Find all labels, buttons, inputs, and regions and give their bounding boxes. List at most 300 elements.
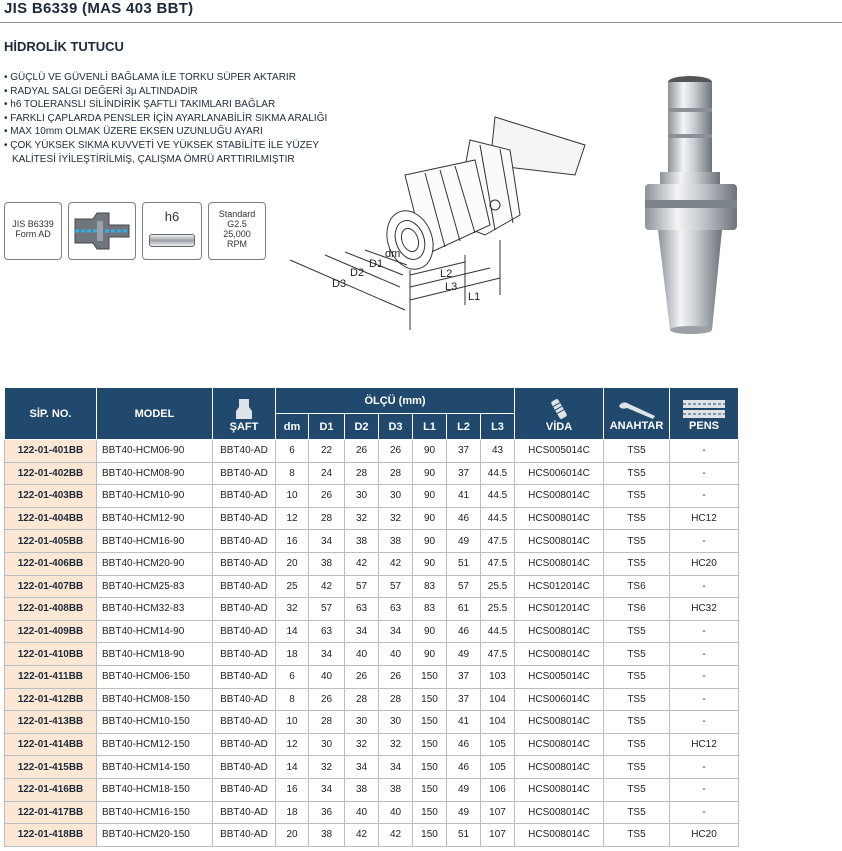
label-l2: L2: [440, 268, 453, 280]
cell-model: BBT40-HCM08-150: [97, 688, 213, 711]
cell-anahtar: TS6: [604, 598, 670, 621]
cell-l1: 90: [413, 462, 447, 485]
cell-l1: 83: [413, 598, 447, 621]
h6-label: h6: [164, 209, 180, 224]
product-table: [4, 387, 739, 847]
cell-saft: BBT40-AD: [213, 507, 276, 530]
feature-item: • GÜÇLÜ VE GÜVENLİ BAĞLAMA İLE TORKU SÜPER AKTARIR: [4, 71, 357, 85]
cell-saft: BBT40-AD: [213, 778, 276, 801]
cell-d1: 28: [309, 711, 345, 734]
title-divider: [0, 22, 842, 23]
cell-pens: -: [670, 485, 739, 508]
cell-d3: 30: [379, 485, 413, 508]
cell-l3: 43: [481, 440, 515, 463]
collet-icon: [679, 398, 729, 420]
cell-sip-no: 122-01-401BB: [5, 440, 97, 463]
cell-saft: BBT40-AD: [213, 575, 276, 598]
cell-pens: -: [670, 778, 739, 801]
cell-saft: BBT40-AD: [213, 440, 276, 463]
cell-model: BBT40-HCM20-90: [97, 552, 213, 575]
coolant-icon: [69, 203, 135, 259]
table-row: [5, 462, 739, 485]
col-vida-label: VİDA: [545, 420, 573, 433]
cell-l2: 37: [447, 440, 481, 463]
cell-d2: 40: [345, 643, 379, 666]
cell-vida: HCS008014C: [515, 552, 604, 575]
cell-sip-no: 122-01-409BB: [5, 620, 97, 643]
cell-vida: HCS012014C: [515, 575, 604, 598]
cell-anahtar: TS5: [604, 711, 670, 734]
col-sip-no: SİP. NO.: [5, 388, 97, 440]
cell-pens: -: [670, 462, 739, 485]
cell-pens: -: [670, 643, 739, 666]
cell-saft: BBT40-AD: [213, 620, 276, 643]
col-l3: L3: [481, 414, 515, 440]
cell-sip-no: 122-01-402BB: [5, 462, 97, 485]
cell-anahtar: TS5: [604, 462, 670, 485]
cell-d1: 42: [309, 575, 345, 598]
cell-model: BBT40-HCM06-90: [97, 440, 213, 463]
cell-d2: 57: [345, 575, 379, 598]
cell-l1: 150: [413, 824, 447, 847]
cell-d1: 34: [309, 530, 345, 553]
shank-icon: [149, 234, 195, 247]
cell-model: BBT40-HCM10-150: [97, 711, 213, 734]
cell-l3: 44.5: [481, 507, 515, 530]
cell-l1: 150: [413, 778, 447, 801]
label-d3: D3: [332, 278, 347, 290]
cell-anahtar: TS5: [604, 552, 670, 575]
cell-dm: 6: [276, 665, 309, 688]
form-label: Form AD: [15, 229, 51, 239]
cell-l1: 90: [413, 552, 447, 575]
cell-d1: 24: [309, 462, 345, 485]
col-model: MODEL: [97, 388, 213, 440]
cell-d2: 38: [345, 530, 379, 553]
table-row: [5, 485, 739, 508]
cell-d2: 26: [345, 665, 379, 688]
cell-anahtar: TS5: [604, 643, 670, 666]
cell-dm: 16: [276, 530, 309, 553]
cell-d3: 42: [379, 824, 413, 847]
cell-d3: 40: [379, 801, 413, 824]
cell-d3: 26: [379, 665, 413, 688]
cell-d3: 57: [379, 575, 413, 598]
cell-d1: 36: [309, 801, 345, 824]
cell-l1: 90: [413, 485, 447, 508]
cell-sip-no: 122-01-413BB: [5, 711, 97, 734]
cell-vida: HCS008014C: [515, 485, 604, 508]
page-title: JIS B6339 (MAS 403 BBT): [4, 0, 194, 17]
cell-l2: 46: [447, 507, 481, 530]
cell-saft: BBT40-AD: [213, 598, 276, 621]
cell-pens: -: [670, 756, 739, 779]
table-row: [5, 530, 739, 553]
cell-d2: 26: [345, 440, 379, 463]
cell-pens: -: [670, 575, 739, 598]
table-row: [5, 507, 739, 530]
cell-d2: 28: [345, 688, 379, 711]
cell-vida: HCS008014C: [515, 801, 604, 824]
cell-saft: BBT40-AD: [213, 665, 276, 688]
cell-vida: HCS008014C: [515, 756, 604, 779]
cell-l1: 150: [413, 711, 447, 734]
cell-dm: 25: [276, 575, 309, 598]
cell-l2: 37: [447, 688, 481, 711]
cell-l3: 44.5: [481, 462, 515, 485]
cell-l1: 150: [413, 801, 447, 824]
cell-l3: 47.5: [481, 643, 515, 666]
cell-anahtar: TS5: [604, 824, 670, 847]
cell-l3: 107: [481, 801, 515, 824]
cell-sip-no: 122-01-414BB: [5, 733, 97, 756]
cell-l1: 90: [413, 643, 447, 666]
cell-saft: BBT40-AD: [213, 756, 276, 779]
cell-l3: 106: [481, 778, 515, 801]
cell-l3: 47.5: [481, 552, 515, 575]
cell-l2: 49: [447, 778, 481, 801]
cell-model: BBT40-HCM20-150: [97, 824, 213, 847]
cell-l2: 49: [447, 801, 481, 824]
cell-pens: HC32: [670, 598, 739, 621]
table-row: [5, 756, 739, 779]
cell-pens: HC12: [670, 507, 739, 530]
cell-anahtar: TS5: [604, 733, 670, 756]
table-row: [5, 598, 739, 621]
cell-l2: 41: [447, 711, 481, 734]
table-row: [5, 665, 739, 688]
screw-icon: [548, 397, 570, 421]
cell-sip-no: 122-01-418BB: [5, 824, 97, 847]
cell-d1: 22: [309, 440, 345, 463]
cell-vida: HCS005014C: [515, 440, 604, 463]
standard-label: Standard: [218, 209, 256, 219]
cell-l3: 104: [481, 711, 515, 734]
cell-d2: 40: [345, 801, 379, 824]
col-l2: L2: [447, 414, 481, 440]
cell-dm: 14: [276, 756, 309, 779]
cell-dm: 32: [276, 598, 309, 621]
cell-l1: 150: [413, 665, 447, 688]
cell-model: BBT40-HCM12-150: [97, 733, 213, 756]
cell-vida: HCS006014C: [515, 688, 604, 711]
cell-l2: 49: [447, 530, 481, 553]
table-row: [5, 440, 739, 463]
cell-d1: 30: [309, 733, 345, 756]
section-title: HİDROLİK TUTUCU: [4, 39, 124, 54]
cell-dm: 10: [276, 711, 309, 734]
cell-d3: 34: [379, 756, 413, 779]
cell-vida: HCS008014C: [515, 530, 604, 553]
cell-dm: 20: [276, 824, 309, 847]
cell-d3: 38: [379, 778, 413, 801]
cell-model: BBT40-HCM08-90: [97, 462, 213, 485]
col-vida: [515, 388, 604, 440]
cell-anahtar: TS5: [604, 440, 670, 463]
cell-l1: 90: [413, 507, 447, 530]
cell-model: BBT40-HCM12-90: [97, 507, 213, 530]
cell-d2: 42: [345, 552, 379, 575]
col-d2: D2: [345, 414, 379, 440]
cell-pens: -: [670, 711, 739, 734]
cell-model: BBT40-HCM16-150: [97, 801, 213, 824]
col-pens-label: PENS: [689, 419, 719, 432]
cell-vida: HCS006014C: [515, 462, 604, 485]
cell-anahtar: TS5: [604, 801, 670, 824]
cell-d2: 30: [345, 485, 379, 508]
cell-l3: 103: [481, 665, 515, 688]
cell-l3: 44.5: [481, 485, 515, 508]
cell-d2: 28: [345, 462, 379, 485]
cell-dm: 12: [276, 507, 309, 530]
cell-d1: 26: [309, 688, 345, 711]
label-d1: D1: [369, 258, 384, 270]
cell-sip-no: 122-01-410BB: [5, 643, 97, 666]
cell-dm: 18: [276, 801, 309, 824]
cell-dm: 8: [276, 688, 309, 711]
wrench-icon: [615, 398, 659, 420]
cell-saft: BBT40-AD: [213, 688, 276, 711]
cell-l2: 46: [447, 733, 481, 756]
cell-pens: HC20: [670, 824, 739, 847]
cell-sip-no: 122-01-417BB: [5, 801, 97, 824]
cell-d1: 38: [309, 552, 345, 575]
cell-sip-no: 122-01-408BB: [5, 598, 97, 621]
cell-saft: BBT40-AD: [213, 824, 276, 847]
cell-d3: 26: [379, 440, 413, 463]
cell-anahtar: TS5: [604, 620, 670, 643]
label-l1: L1: [468, 291, 481, 303]
cell-l2: 49: [447, 643, 481, 666]
shank-icon: [233, 397, 255, 421]
rpm-unit: RPM: [227, 239, 247, 249]
cell-l2: 37: [447, 462, 481, 485]
col-l1: L1: [413, 414, 447, 440]
cell-l3: 104: [481, 688, 515, 711]
cell-vida: HCS008014C: [515, 824, 604, 847]
col-saft: [213, 388, 276, 440]
cell-l2: 37: [447, 665, 481, 688]
cell-model: BBT40-HCM18-150: [97, 778, 213, 801]
cell-l3: 47.5: [481, 530, 515, 553]
cell-l3: 44.5: [481, 620, 515, 643]
cell-sip-no: 122-01-406BB: [5, 552, 97, 575]
cell-pens: -: [670, 620, 739, 643]
cell-pens: HC12: [670, 733, 739, 756]
balance-grade: G2.5: [227, 219, 247, 229]
cell-pens: -: [670, 801, 739, 824]
cell-d2: 63: [345, 598, 379, 621]
cell-l1: 90: [413, 620, 447, 643]
cell-saft: BBT40-AD: [213, 801, 276, 824]
cell-dm: 6: [276, 440, 309, 463]
cell-l1: 83: [413, 575, 447, 598]
table-row: [5, 575, 739, 598]
cell-dm: 8: [276, 462, 309, 485]
cell-d1: 63: [309, 620, 345, 643]
cell-sip-no: 122-01-407BB: [5, 575, 97, 598]
cell-anahtar: TS6: [604, 575, 670, 598]
rpm-value: 25,000: [223, 229, 251, 239]
cell-saft: BBT40-AD: [213, 485, 276, 508]
cell-model: BBT40-HCM18-90: [97, 643, 213, 666]
cell-vida: HCS008014C: [515, 620, 604, 643]
cell-anahtar: TS5: [604, 507, 670, 530]
label-l3: L3: [445, 281, 458, 293]
cell-d3: 38: [379, 530, 413, 553]
cell-l1: 90: [413, 440, 447, 463]
cell-d1: 40: [309, 665, 345, 688]
cell-d2: 32: [345, 507, 379, 530]
feature-item: • RADYAL SALGI DEĞERİ 3µ ALTINDADIR: [4, 85, 357, 99]
cell-pens: -: [670, 530, 739, 553]
feature-item: • MAX 10mm OLMAK ÜZERE EKSEN UZUNLUĞU AYARI: [4, 125, 357, 139]
h6-badge: [142, 202, 202, 260]
table-row: [5, 643, 739, 666]
cell-d1: 28: [309, 507, 345, 530]
cell-d3: 28: [379, 688, 413, 711]
col-d1: D1: [309, 414, 345, 440]
cell-l2: 51: [447, 824, 481, 847]
cell-vida: HCS008014C: [515, 778, 604, 801]
cell-saft: BBT40-AD: [213, 643, 276, 666]
cell-anahtar: TS5: [604, 688, 670, 711]
cell-d3: 42: [379, 552, 413, 575]
cell-model: BBT40-HCM06-150: [97, 665, 213, 688]
cell-model: BBT40-HCM32-83: [97, 598, 213, 621]
cell-d1: 38: [309, 824, 345, 847]
cell-l3: 25.5: [481, 575, 515, 598]
cell-d1: 32: [309, 756, 345, 779]
cell-d3: 32: [379, 733, 413, 756]
cell-pens: HC20: [670, 552, 739, 575]
table-row: [5, 620, 739, 643]
cell-d3: 32: [379, 507, 413, 530]
cell-dm: 10: [276, 485, 309, 508]
cell-pens: -: [670, 665, 739, 688]
col-dm: dm: [276, 414, 309, 440]
table-row: [5, 711, 739, 734]
cell-dm: 20: [276, 552, 309, 575]
table-row: [5, 552, 739, 575]
cell-model: BBT40-HCM25-83: [97, 575, 213, 598]
cell-d1: 26: [309, 485, 345, 508]
cell-sip-no: 122-01-416BB: [5, 778, 97, 801]
cell-l2: 57: [447, 575, 481, 598]
technical-drawing: [285, 105, 615, 335]
cell-dm: 18: [276, 643, 309, 666]
balance-badge: [208, 202, 266, 260]
cell-sip-no: 122-01-405BB: [5, 530, 97, 553]
feature-item: • ÇOK YÜKSEK SIKMA KUVVETİ VE YÜKSEK STABİLİTE İLE YÜZEY KALİTESİ İYİLEŞTİRİLMİŞ, ÇALIŞMA ÖMRÜ ARTTIRILMIŞTIR: [4, 139, 357, 166]
col-pens: [670, 388, 739, 440]
cell-d2: 38: [345, 778, 379, 801]
label-d2: D2: [350, 267, 365, 279]
cell-anahtar: TS5: [604, 778, 670, 801]
cell-sip-no: 122-01-404BB: [5, 507, 97, 530]
cell-l2: 41: [447, 485, 481, 508]
product-image: [630, 72, 760, 342]
col-d3: D3: [379, 414, 413, 440]
table-row: [5, 778, 739, 801]
cell-vida: HCS005014C: [515, 665, 604, 688]
cell-vida: HCS008014C: [515, 507, 604, 530]
feature-item: • h6 TOLERANSLI SİLİNDİRİK ŞAFTLI TAKIMLARI BAĞLAR: [4, 98, 357, 112]
cell-l1: 90: [413, 530, 447, 553]
label-dm: dm: [385, 248, 401, 260]
cell-dm: 14: [276, 620, 309, 643]
table-row: [5, 824, 739, 847]
col-olcu: ÖLÇÜ (mm): [276, 388, 515, 414]
table-row: [5, 801, 739, 824]
cell-d3: 63: [379, 598, 413, 621]
cell-d1: 57: [309, 598, 345, 621]
cell-vida: HCS012014C: [515, 598, 604, 621]
cell-l2: 61: [447, 598, 481, 621]
cell-dm: 16: [276, 778, 309, 801]
cell-model: BBT40-HCM10-90: [97, 485, 213, 508]
cell-saft: BBT40-AD: [213, 733, 276, 756]
jis-standard-label: JIS B6339: [12, 219, 54, 229]
coolant-badge: [68, 202, 136, 260]
cell-d3: 28: [379, 462, 413, 485]
cell-l1: 150: [413, 733, 447, 756]
cell-sip-no: 122-01-412BB: [5, 688, 97, 711]
cell-vida: HCS008014C: [515, 643, 604, 666]
cell-sip-no: 122-01-415BB: [5, 756, 97, 779]
jis-form-badge: [4, 202, 62, 260]
cell-model: BBT40-HCM16-90: [97, 530, 213, 553]
cell-d3: 30: [379, 711, 413, 734]
cell-l1: 150: [413, 756, 447, 779]
cell-l3: 107: [481, 824, 515, 847]
cell-saft: BBT40-AD: [213, 552, 276, 575]
col-saft-label: ŞAFT: [229, 420, 259, 433]
col-anahtar: [604, 388, 670, 440]
cell-pens: -: [670, 688, 739, 711]
cell-d1: 34: [309, 643, 345, 666]
cell-vida: HCS008014C: [515, 711, 604, 734]
cell-anahtar: TS5: [604, 530, 670, 553]
cell-anahtar: TS5: [604, 665, 670, 688]
feature-item: • FARKLI ÇAPLARDA PENSLER İÇİN AYARLANABİLİR SIKMA ARALIĞI: [4, 112, 357, 126]
cell-anahtar: TS5: [604, 485, 670, 508]
cell-saft: BBT40-AD: [213, 530, 276, 553]
cell-d3: 34: [379, 620, 413, 643]
cell-d3: 40: [379, 643, 413, 666]
cell-d2: 42: [345, 824, 379, 847]
cell-l3: 25.5: [481, 598, 515, 621]
cell-d2: 32: [345, 733, 379, 756]
cell-d2: 30: [345, 711, 379, 734]
cell-l2: 51: [447, 552, 481, 575]
col-anahtar-label: ANAHTAR: [609, 419, 664, 432]
table-row: [5, 733, 739, 756]
cell-l3: 105: [481, 733, 515, 756]
cell-d2: 34: [345, 620, 379, 643]
cell-model: BBT40-HCM14-90: [97, 620, 213, 643]
cell-model: BBT40-HCM14-150: [97, 756, 213, 779]
cell-l2: 46: [447, 756, 481, 779]
cell-pens: -: [670, 440, 739, 463]
cell-saft: BBT40-AD: [213, 462, 276, 485]
cell-vida: HCS008014C: [515, 733, 604, 756]
cell-d2: 34: [345, 756, 379, 779]
cell-sip-no: 122-01-411BB: [5, 665, 97, 688]
cell-sip-no: 122-01-403BB: [5, 485, 97, 508]
cell-anahtar: TS5: [604, 756, 670, 779]
cell-l1: 150: [413, 688, 447, 711]
